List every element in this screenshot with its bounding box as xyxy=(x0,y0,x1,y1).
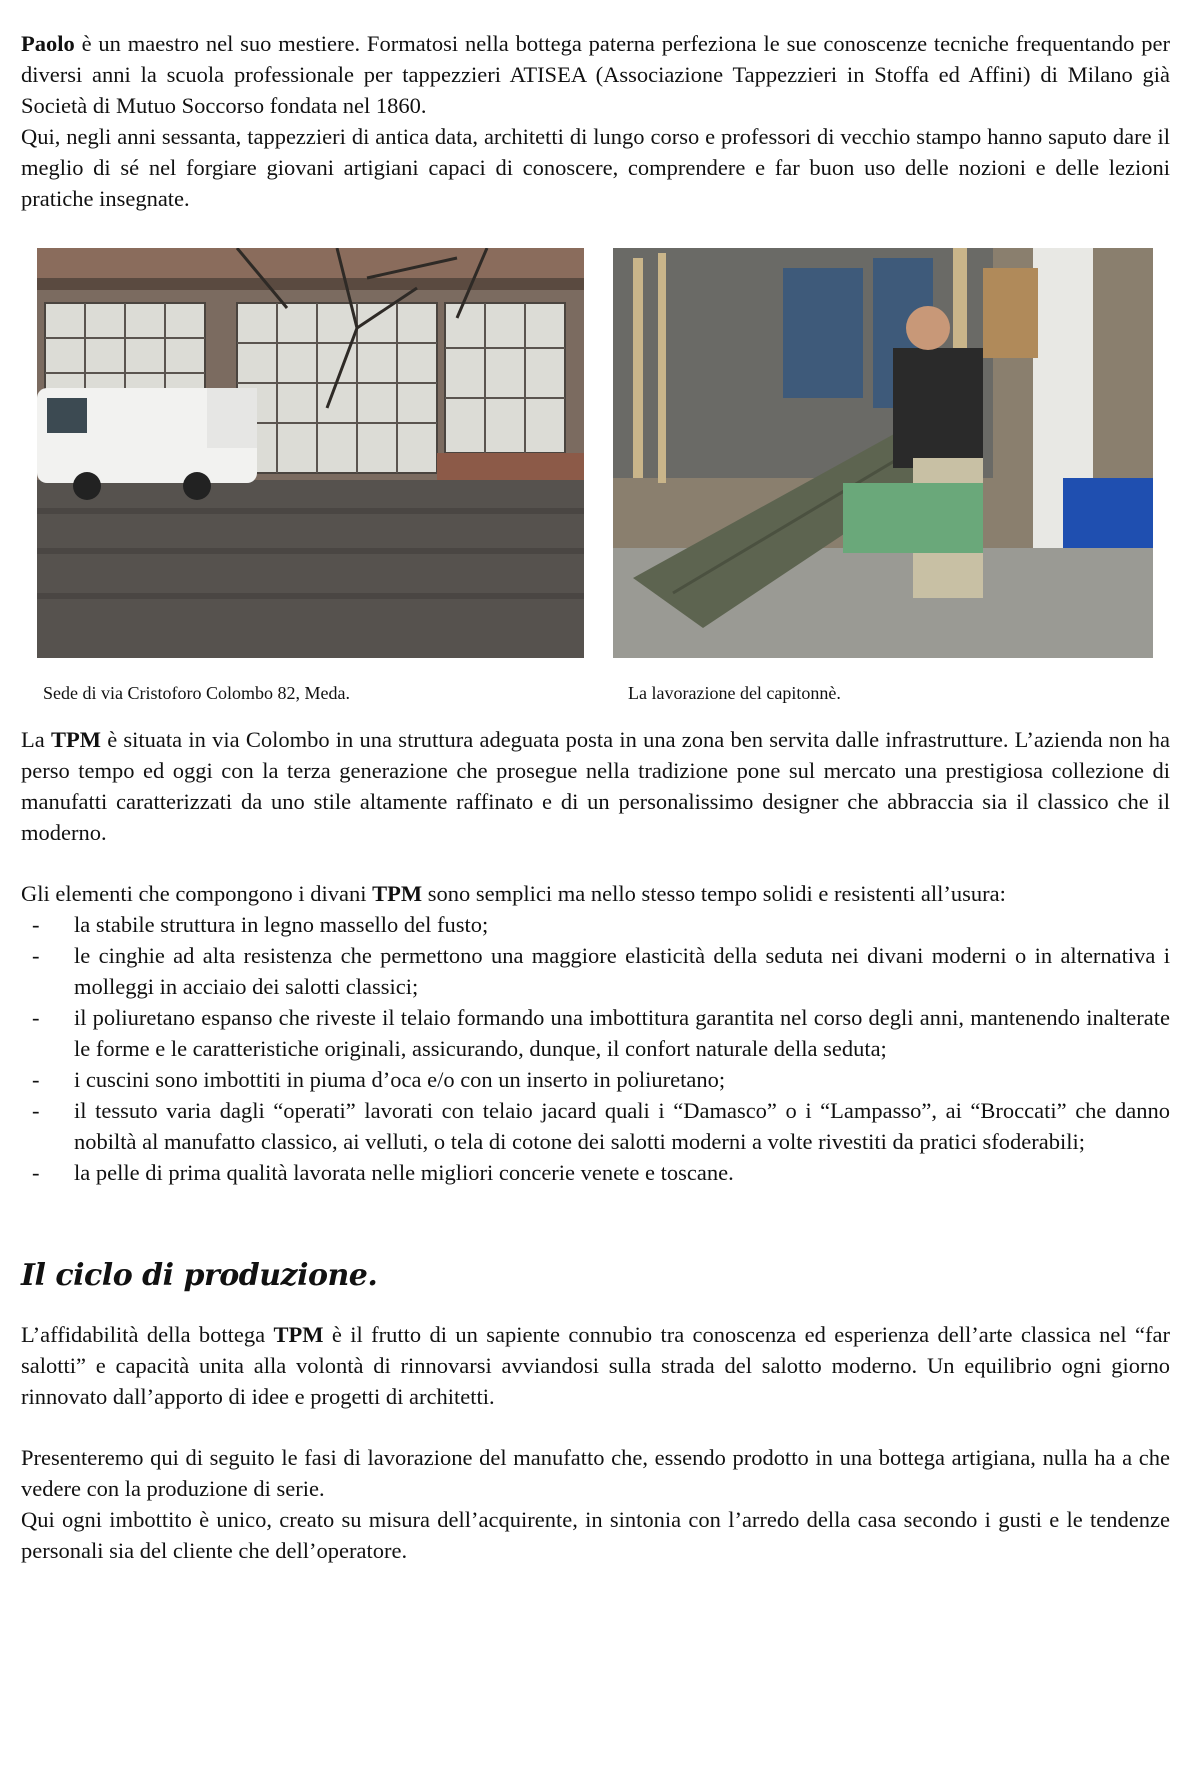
brand-name: TPM xyxy=(273,1322,324,1347)
list-item-text: le cinghie ad alta resistenza che permettono una maggiore elasticità della seduta nei divani moderni o in alternativa i molleggi in acciaio dei salotti classici; xyxy=(74,943,1170,999)
list-item xyxy=(21,1064,1170,1095)
features-list xyxy=(21,909,1170,1188)
bullet-dash: - xyxy=(32,1098,40,1123)
bullet-dash: - xyxy=(32,912,40,937)
brand-name: TPM xyxy=(50,727,101,752)
workshop-photo xyxy=(613,248,1153,658)
list-item-text: i cuscini sono imbottiti in piuma d’oca e/o con un inserto in poliuretano; xyxy=(74,1067,726,1092)
section-heading: Il ciclo di produzione. xyxy=(21,1258,378,1293)
company-text-pre: La xyxy=(21,727,51,752)
intro-text: è un maestro nel suo mestiere. Formatosi nella bottega paterna perfeziona le sue conoscenze tecniche frequentando per diversi anni la scuola professionale per tappezzieri ATISEA (Associazione Tappezzieri in Stoffa ed Affini) di Milano già Società di Mutuo Soccorso fondata nel 1860. xyxy=(21,31,1170,118)
elements-text-pre: Gli elementi che compongono i divani xyxy=(21,881,373,906)
list-item-text: il poliuretano espanso che riveste il telaio formando una imbottitura garantita nel corso degli anni, mantenendo inalterate le forme e le caratteristiche originali, assicurando, dunque, il confort naturale della seduta; xyxy=(74,1005,1170,1061)
document-page xyxy=(21,28,1170,1566)
list-item-text: la pelle di prima qualità lavorata nelle migliori concerie venete e toscane. xyxy=(74,1160,734,1185)
brand-name: TPM xyxy=(372,881,423,906)
production-text: è il frutto di un sapiente connubio tra conoscenza ed esperienza dell’arte classica nel “far salotti” e capacità unita alla volontà di rinnovarsi avviandosi sulla strada del salotto moderno. Un equilibrio ogni giorno rinnovato dall’apporto di idee e progetti di architetti. xyxy=(21,1322,1170,1409)
production-paragraph-1 xyxy=(21,1319,1170,1412)
list-item-text: la stabile struttura in legno massello del fusto; xyxy=(74,912,489,937)
bullet-dash: - xyxy=(32,943,40,968)
elements-paragraph xyxy=(21,878,1170,909)
list-item xyxy=(21,909,1170,940)
company-text: è situata in via Colombo in una struttura adeguata posta in una zona ben servita dalle infrastrutture. L’azienda non ha perso tempo ed oggi con la terza generazione che prosegue nella tradizione pone sul mercato una prestigiosa collezione di manufatti caratterizzati da uno stile altamente raffinato e di un personalissimo designer che abbraccia sia il classico che il moderno. xyxy=(21,727,1170,845)
intro-paragraph xyxy=(21,28,1170,121)
production-text-pre: L’affidabilità della bottega xyxy=(21,1322,274,1347)
list-item xyxy=(21,940,1170,1002)
elements-text: sono semplici ma nello stesso tempo solidi e resistenti all’usura: xyxy=(422,881,1006,906)
right-photo-caption: La lavorazione del capitonnè. xyxy=(628,683,841,703)
intro-name: Paolo xyxy=(21,31,75,56)
company-paragraph xyxy=(21,724,1170,848)
building-photo xyxy=(37,248,584,658)
bullet-dash: - xyxy=(32,1067,40,1092)
list-item xyxy=(21,1157,1170,1188)
photo-row xyxy=(21,248,1170,724)
production-paragraph-3: Qui ogni imbottito è unico, creato su misura dell’acquirente, in sintonia con l’arredo della casa secondo i gusti e le tendenze personali sia del cliente che dell’operatore. xyxy=(21,1507,1170,1563)
production-paragraph-2: Presenteremo qui di seguito le fasi di lavorazione del manufatto che, essendo prodotto in una bottega artigiana, nulla ha a che vedere con la produzione di serie. xyxy=(21,1445,1170,1501)
list-item xyxy=(21,1002,1170,1064)
list-item-text: il tessuto varia dagli “operati” lavorati con telaio jacard quali i “Damasco” o i “Lampasso”, ai “Broccati” che danno nobiltà al manufatto classico, ai velluti, o tela di cotone dei salotti moderni a volte rivestiti da pratici sfoderabili; xyxy=(74,1098,1170,1154)
left-photo-caption: Sede di via Cristoforo Colombo 82, Meda. xyxy=(43,683,350,703)
bullet-dash: - xyxy=(32,1005,40,1030)
bullet-dash: - xyxy=(32,1160,40,1185)
intro-paragraph-2: Qui, negli anni sessanta, tappezzieri di antica data, architetti di lungo corso e professori di vecchio stampo hanno saputo dare il meglio di sé nel forgiare giovani artigiani capaci di conoscere, comprendere e far buon uso delle nozioni e delle lezioni pratiche insegnate. xyxy=(21,124,1170,211)
list-item xyxy=(21,1095,1170,1157)
